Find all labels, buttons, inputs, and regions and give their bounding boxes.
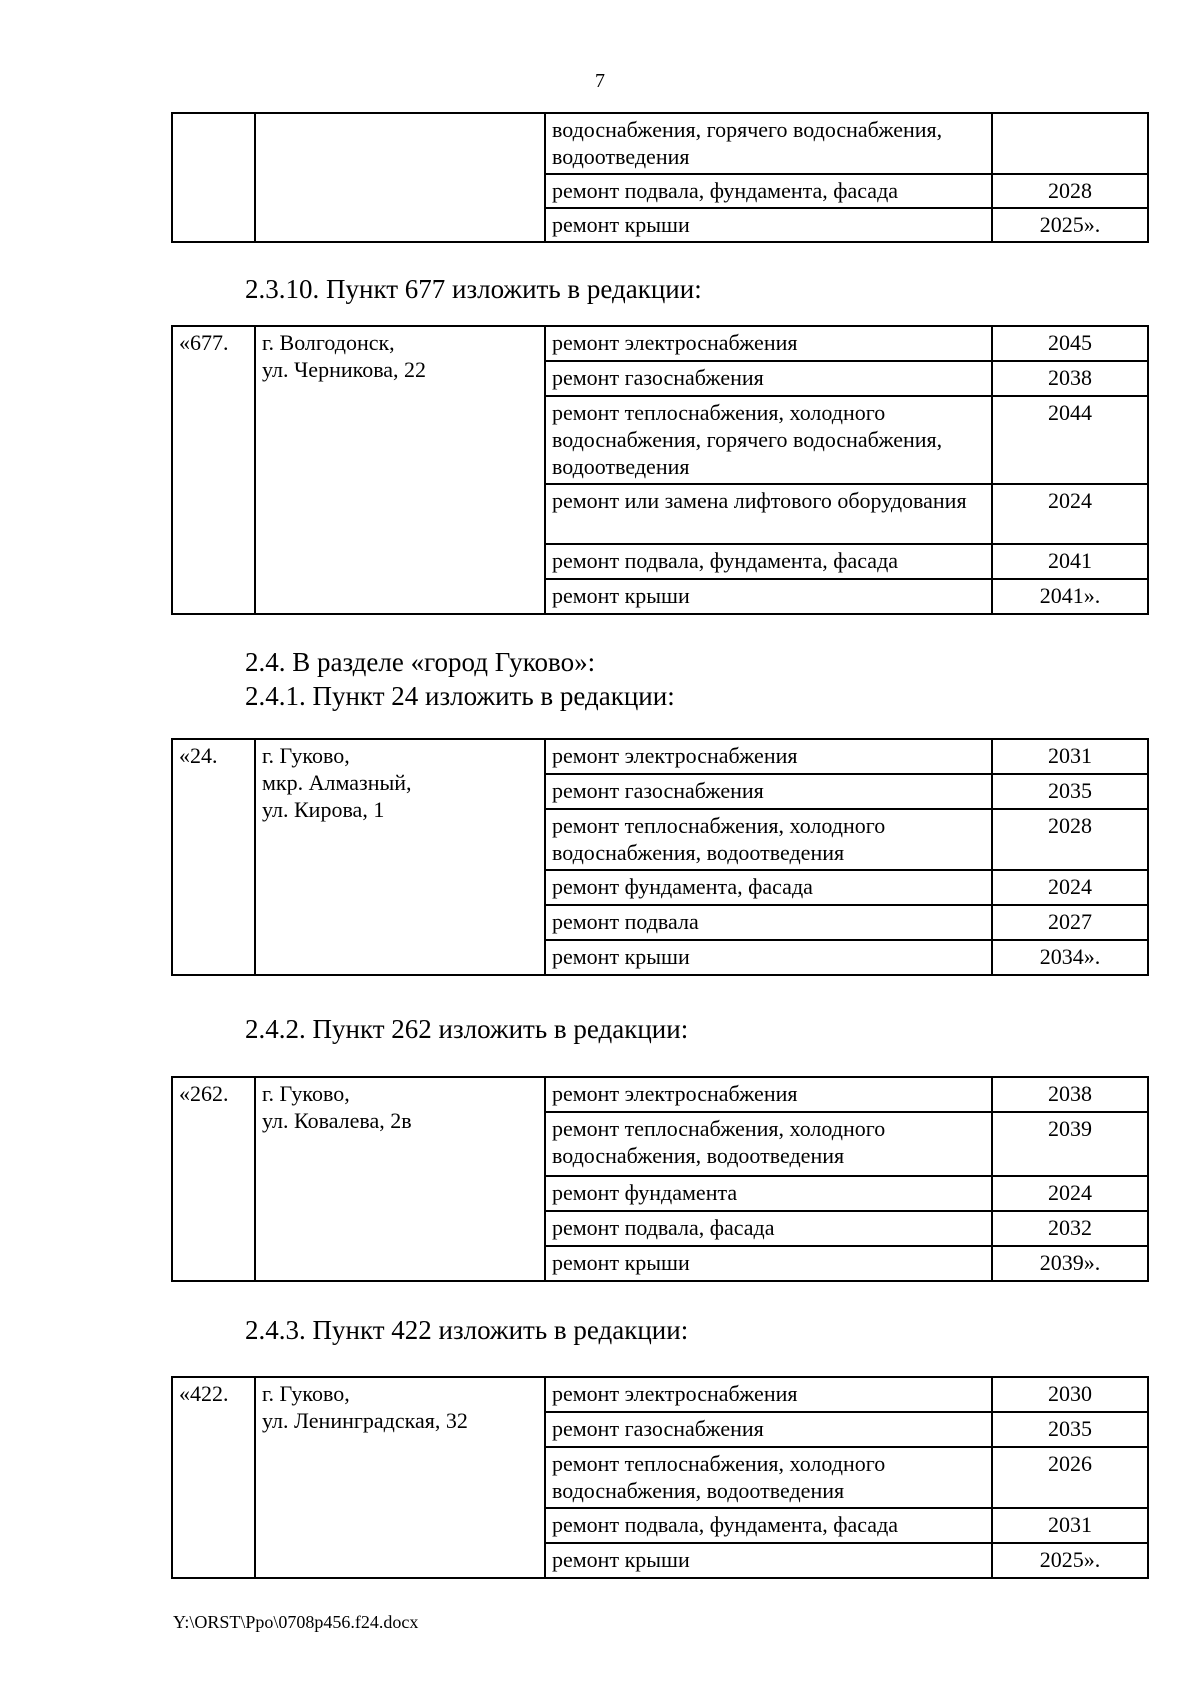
year-cell: 2025».: [992, 208, 1148, 242]
year-cell: 2030: [992, 1377, 1148, 1412]
year-cell: 2039».: [992, 1246, 1148, 1281]
work-cell: ремонт крыши: [545, 940, 992, 975]
work-cell: ремонт теплоснабжения, холодного водоснабжения, горячего водоснабжения, водоотведения: [545, 396, 992, 484]
work-cell: ремонт крыши: [545, 1543, 992, 1578]
work-cell: ремонт или замена лифтового оборудования: [545, 484, 992, 544]
year-cell: 2045: [992, 326, 1148, 361]
work-cell: ремонт теплоснабжения, холодного водоснабжения, водоотведения: [545, 809, 992, 870]
heading-2-3-10: 2.3.10. Пункт 677 изложить в редакции:: [245, 274, 702, 304]
work-cell: ремонт газоснабжения: [545, 361, 992, 396]
page-number: 7: [595, 70, 605, 92]
work-cell: ремонт газоснабжения: [545, 1412, 992, 1447]
table-item-24: [171, 738, 1149, 976]
heading-2-4-1: 2.4.1. Пункт 24 изложить в редакции:: [245, 681, 675, 711]
year-cell: 2035: [992, 1412, 1148, 1447]
address-line: г. Гуково,: [262, 743, 350, 768]
year-cell: 2024: [992, 484, 1148, 544]
work-cell: ремонт теплоснабжения, холодного водоснабжения, водоотведения: [545, 1447, 992, 1508]
year-cell: 2028: [992, 174, 1148, 208]
table-row: [172, 326, 1148, 361]
table-item-262: [171, 1076, 1149, 1282]
address-cell: [255, 739, 545, 975]
year-cell: 2028: [992, 809, 1148, 870]
address-line: ул. Черникова, 22: [262, 357, 427, 382]
table-row: [172, 1377, 1148, 1412]
address-cell: [255, 326, 545, 614]
table-item-422: [171, 1376, 1149, 1579]
work-cell: ремонт электроснабжения: [545, 739, 992, 774]
work-cell: ремонт подвала, фасада: [545, 1211, 992, 1246]
address-line: г. Волгодонск,: [262, 330, 395, 355]
year-cell: 2026: [992, 1447, 1148, 1508]
work-cell: ремонт подвала, фундамента, фасада: [545, 544, 992, 579]
heading-2-4-2: 2.4.2. Пункт 262 изложить в редакции:: [245, 1014, 689, 1044]
item-number: «24.: [172, 739, 255, 975]
year-cell: 2041».: [992, 579, 1148, 614]
address-cell: [255, 113, 545, 242]
work-cell: ремонт подвала, фундамента, фасада: [545, 1508, 992, 1543]
work-cell: ремонт фундамента: [545, 1176, 992, 1211]
work-cell: ремонт электроснабжения: [545, 326, 992, 361]
document-path-footer: Y:\ORST\Ppo\0708p456.f24.docx: [173, 1612, 419, 1632]
year-cell: 2024: [992, 1176, 1148, 1211]
year-cell: 2044: [992, 396, 1148, 484]
year-cell: 2039: [992, 1112, 1148, 1176]
work-cell: ремонт крыши: [545, 1246, 992, 1281]
address-line: ул. Ленинградская, 32: [262, 1408, 468, 1433]
table-item-677: [171, 325, 1149, 615]
year-cell: 2035: [992, 774, 1148, 809]
work-cell: ремонт фундамента, фасада: [545, 870, 992, 905]
address-line: мкр. Алмазный,: [262, 770, 412, 795]
address-cell: [255, 1077, 545, 1281]
num-cell: [172, 113, 255, 242]
heading-2-4-3: 2.4.3. Пункт 422 изложить в редакции:: [245, 1315, 689, 1345]
year-cell: 2025».: [992, 1543, 1148, 1578]
work-cell: ремонт крыши: [545, 208, 992, 242]
table-row: [172, 113, 1148, 174]
table-row: [172, 1077, 1148, 1112]
year-cell: 2024: [992, 870, 1148, 905]
work-cell: водоснабжения, горячего водоснабжения, водоотведения: [545, 113, 992, 174]
year-cell: [992, 113, 1148, 174]
work-cell: ремонт теплоснабжения, холодного водоснабжения, водоотведения: [545, 1112, 992, 1176]
year-cell: 2027: [992, 905, 1148, 940]
year-cell: 2031: [992, 739, 1148, 774]
table-continuation: [171, 112, 1149, 243]
item-number: «262.: [172, 1077, 255, 1281]
heading-2-4: 2.4. В разделе «город Гуково»:: [245, 647, 596, 677]
address-line: г. Гуково,: [262, 1381, 350, 1406]
year-cell: 2031: [992, 1508, 1148, 1543]
table-row: [172, 739, 1148, 774]
address-line: ул. Ковалева, 2в: [262, 1108, 412, 1133]
year-cell: 2034».: [992, 940, 1148, 975]
item-number: «677.: [172, 326, 255, 614]
work-cell: ремонт крыши: [545, 579, 992, 614]
item-number: «422.: [172, 1377, 255, 1578]
year-cell: 2038: [992, 1077, 1148, 1112]
year-cell: 2032: [992, 1211, 1148, 1246]
work-cell: ремонт подвала: [545, 905, 992, 940]
address-line: ул. Кирова, 1: [262, 797, 385, 822]
work-cell: ремонт газоснабжения: [545, 774, 992, 809]
address-cell: [255, 1377, 545, 1578]
work-cell: ремонт подвала, фундамента, фасада: [545, 174, 992, 208]
work-cell: ремонт электроснабжения: [545, 1077, 992, 1112]
year-cell: 2041: [992, 544, 1148, 579]
address-line: г. Гуково,: [262, 1081, 350, 1106]
work-cell: ремонт электроснабжения: [545, 1377, 992, 1412]
year-cell: 2038: [992, 361, 1148, 396]
